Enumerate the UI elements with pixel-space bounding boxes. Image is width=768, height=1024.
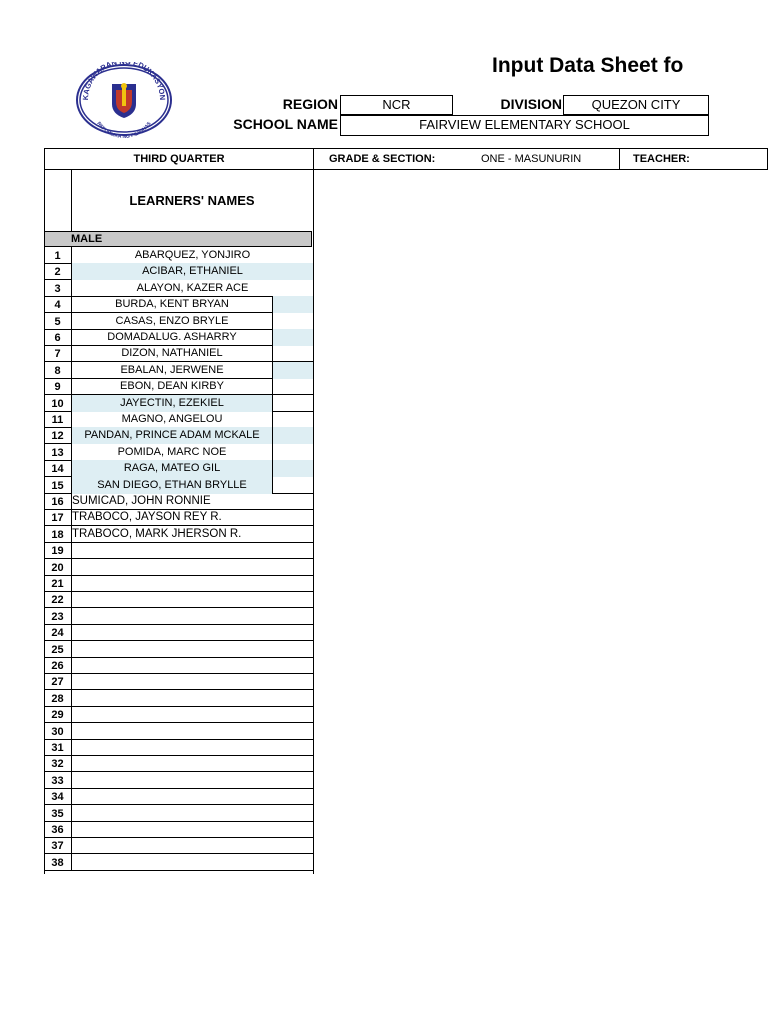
- learner-name-cell[interactable]: DOMADALUG. ASHARRY: [107, 331, 237, 343]
- deped-seal-logo: [74, 62, 174, 138]
- row-number: 37: [44, 837, 72, 854]
- row-number: 4: [44, 296, 72, 313]
- row-number: 13: [44, 444, 72, 461]
- table-row: [44, 608, 314, 625]
- table-row: [44, 723, 314, 740]
- learner-name-cell[interactable]: [72, 690, 313, 707]
- table-row: [44, 362, 314, 379]
- bar-divider: [313, 149, 314, 169]
- learner-name-cell[interactable]: [72, 641, 313, 658]
- row-number: 16: [44, 493, 72, 510]
- row-number: 31: [44, 739, 72, 756]
- table-row: [44, 854, 314, 871]
- row-number: 27: [44, 673, 72, 690]
- region-field[interactable]: NCR: [340, 95, 453, 115]
- row-number: 30: [44, 723, 72, 740]
- row-number: 35: [44, 805, 72, 822]
- table-row: [44, 542, 314, 559]
- row-number: 19: [44, 542, 72, 559]
- row-number: 5: [44, 313, 72, 330]
- table-row: [44, 460, 314, 477]
- male-group-label: MALE: [71, 233, 103, 245]
- table-row: [44, 427, 314, 444]
- learner-name-cell[interactable]: SUMICAD, JOHN RONNIE: [72, 495, 211, 507]
- table-row: [44, 706, 314, 723]
- row-number: 36: [44, 821, 72, 838]
- extra-cell[interactable]: [272, 395, 313, 412]
- row-number: 20: [44, 559, 72, 576]
- row-number: 34: [44, 788, 72, 805]
- grade-section-value[interactable]: ONE - MASUNURIN: [481, 153, 582, 165]
- learner-name-cell[interactable]: [72, 854, 313, 871]
- extra-cell[interactable]: [272, 427, 313, 444]
- table-row: [44, 411, 314, 428]
- table-row: [44, 313, 314, 330]
- learner-name-cell[interactable]: [72, 559, 313, 576]
- row-number: 8: [44, 362, 72, 379]
- quarter-label: THIRD QUARTER: [133, 153, 225, 165]
- bar-divider: [619, 149, 620, 169]
- learner-name-cell[interactable]: [72, 673, 313, 690]
- learner-name-cell[interactable]: [72, 837, 313, 854]
- school-name-field[interactable]: FAIRVIEW ELEMENTARY SCHOOL: [340, 115, 709, 136]
- sheet-title: Input Data Sheet fo: [492, 54, 684, 77]
- row-number: 17: [44, 509, 72, 526]
- learner-name-cell[interactable]: POMIDA, MARC NOE: [117, 445, 227, 458]
- row-number: 23: [44, 608, 72, 625]
- extra-cell[interactable]: [272, 362, 313, 379]
- row-number: 18: [44, 526, 72, 543]
- row-number: 7: [44, 345, 72, 362]
- row-number: 2: [44, 263, 72, 280]
- learner-name-cell[interactable]: TRABOCO, JAYSON REY R.: [72, 511, 222, 524]
- table-row: [44, 263, 314, 280]
- row-number: 6: [44, 329, 72, 346]
- extra-cell[interactable]: [272, 460, 313, 477]
- table-row: [44, 395, 314, 412]
- learner-name-cell[interactable]: TRABOCO, MARK JHERSON R.: [72, 527, 242, 540]
- extra-cell[interactable]: [272, 329, 313, 346]
- table-row: [44, 477, 314, 494]
- row-number: 28: [44, 690, 72, 707]
- learner-name-cell[interactable]: [72, 788, 313, 805]
- extra-cell[interactable]: [272, 378, 313, 395]
- table-row: [44, 280, 314, 297]
- svg-text:REPUBLIKA NG PILIPINAS: REPUBLIKA NG PILIPINAS: [95, 120, 153, 138]
- row-number: 21: [44, 575, 72, 592]
- row-number: 1: [44, 247, 72, 264]
- table-row: [44, 837, 314, 854]
- learner-name-cell[interactable]: [72, 821, 313, 838]
- table-row: [44, 641, 314, 658]
- table-row: [44, 739, 314, 756]
- row-number: 14: [44, 460, 72, 477]
- quarter-header-bar: [44, 148, 768, 170]
- learner-name-cell[interactable]: [72, 739, 313, 756]
- row-number: 25: [44, 641, 72, 658]
- learner-name-cell[interactable]: BURDA, KENT BRYAN: [115, 298, 229, 311]
- learners-names-heading: LEARNERS' NAMES: [129, 192, 255, 208]
- table-row: [44, 805, 314, 822]
- learner-name-cell[interactable]: [72, 723, 313, 740]
- learner-name-cell[interactable]: EBON, DEAN KIRBY: [120, 380, 224, 393]
- table-row: [44, 378, 314, 395]
- extra-cell[interactable]: [272, 345, 313, 362]
- learner-name-cell[interactable]: [72, 657, 313, 674]
- row-number: 11: [44, 411, 72, 428]
- table-row: [44, 509, 314, 526]
- row-number: 32: [44, 755, 72, 772]
- row-number: 10: [44, 395, 72, 412]
- row-number: 26: [44, 657, 72, 674]
- division-field[interactable]: QUEZON CITY: [563, 95, 709, 115]
- extra-cell[interactable]: [272, 313, 313, 330]
- teacher-label: TEACHER:: [633, 153, 690, 165]
- learner-name-cell[interactable]: ACIBAR, ETHANIEL: [72, 263, 313, 280]
- extra-cell[interactable]: [272, 444, 313, 461]
- row-number: 33: [44, 772, 72, 789]
- learner-name-cell[interactable]: JAYECTIN, EZEKIEL: [72, 395, 272, 412]
- table-row: [44, 345, 314, 362]
- learner-name-cell[interactable]: [72, 575, 313, 592]
- table-row: [44, 772, 314, 789]
- table-row: [44, 559, 314, 576]
- table-row: [44, 526, 314, 543]
- learner-name-cell[interactable]: PANDAN, PRINCE ADAM MCKALE: [72, 427, 272, 444]
- learner-name-cell[interactable]: ABARQUEZ, YONJIRO: [134, 249, 251, 261]
- row-number: 22: [44, 591, 72, 608]
- table-row: [44, 247, 314, 264]
- learner-name-cell[interactable]: [72, 706, 313, 723]
- table-row: [44, 673, 314, 690]
- row-number: 24: [44, 624, 72, 641]
- table-row: [44, 788, 314, 805]
- learner-name-cell[interactable]: RAGA, MATEO GIL: [72, 460, 272, 477]
- learner-name-cell[interactable]: [72, 542, 313, 559]
- table-row: [44, 755, 314, 772]
- table-row: [44, 591, 314, 608]
- learner-name-cell[interactable]: MAGNO, ANGELOU: [121, 413, 223, 425]
- extra-cell[interactable]: [272, 477, 313, 494]
- table-row: [44, 329, 314, 346]
- table-row: [44, 821, 314, 838]
- table-row: [44, 657, 314, 674]
- learner-name-cell[interactable]: [72, 608, 313, 625]
- table-row: [44, 296, 314, 313]
- learner-name-cell[interactable]: [72, 624, 313, 641]
- row-number: 15: [44, 477, 72, 494]
- learner-name-cell[interactable]: [72, 772, 313, 789]
- row-number: 29: [44, 706, 72, 723]
- row-number: 9: [44, 378, 72, 395]
- learner-name-cell[interactable]: [72, 805, 313, 822]
- learner-name-cell[interactable]: [72, 591, 313, 608]
- learner-name-cell[interactable]: [72, 755, 313, 772]
- learner-name-cell[interactable]: ALAYON, KAZER ACE: [136, 281, 249, 294]
- learner-name-cell[interactable]: DIZON, NATHANIEL: [121, 347, 223, 360]
- row-number: 12: [44, 427, 72, 444]
- learner-name-cell[interactable]: SAN DIEGO, ETHAN BRYLLE: [72, 477, 272, 494]
- table-row: [44, 624, 314, 641]
- table-row: [44, 575, 314, 592]
- row-number: 3: [44, 280, 72, 297]
- svg-text:KAGAWARAN NG EDUKASYON: KAGAWARAN EDUKASYON: [80, 62, 168, 101]
- row-number: 38: [44, 854, 72, 871]
- extra-cell[interactable]: [272, 296, 313, 313]
- table-row: [44, 690, 314, 707]
- male-group-header: [44, 231, 312, 247]
- division-label: DIVISION: [500, 96, 562, 112]
- learner-name-cell[interactable]: CASAS, ENZO BRYLE: [115, 314, 229, 327]
- extra-cell[interactable]: [272, 411, 313, 428]
- table-row: [44, 493, 314, 510]
- learner-name-cell[interactable]: EBALAN, JERWENE: [120, 363, 224, 376]
- school-name-label: SCHOOL NAME: [233, 116, 338, 132]
- region-label: REGION: [282, 96, 338, 112]
- table-row: [44, 444, 314, 461]
- grade-section-label: GRADE & SECTION:: [329, 153, 436, 165]
